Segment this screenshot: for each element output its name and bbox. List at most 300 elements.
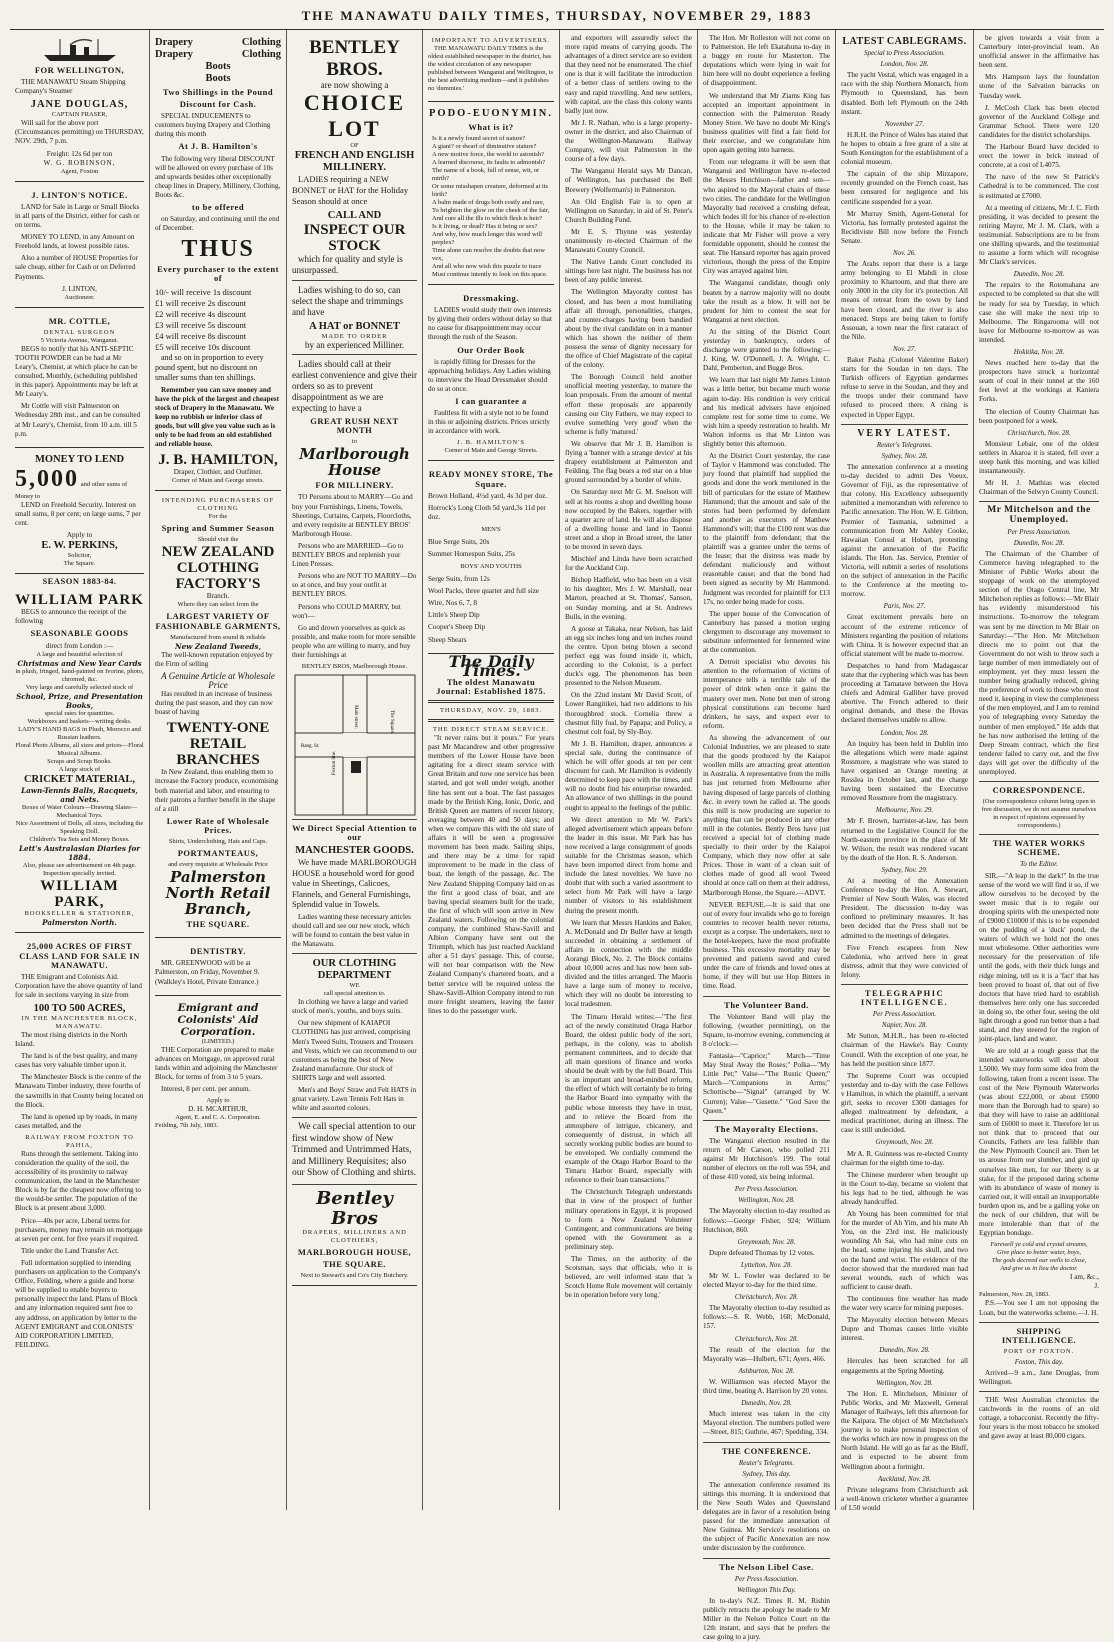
- ad-highlight: Christmas and New Year Cards: [17, 658, 142, 668]
- poem: [428, 135, 554, 279]
- ad-text: Ladies should call at their earliest convenience and give their orders so as to prevent disappointment as we are expecting to have a: [292, 359, 417, 414]
- ad-heading: Our Order Book: [457, 344, 525, 355]
- notice-text: (Our correspondence column being open to free discussion, we do not assume ourselves in respect of opinions expressed by correspondents.): [981, 798, 1097, 830]
- poem-line: A new motive force, the world to astonish?: [432, 151, 544, 159]
- news-paragraph: Great excitement prevails here on account of the extreme reticence of Ministers regarding the position of relations with China. It is however expected that an official statement will be made to-morrow.: [841, 613, 968, 658]
- ad-title: FOR WELLINGTON,: [34, 65, 125, 75]
- editorial-title: THE DIRECT STEAM SERVICE.: [432, 726, 550, 733]
- map-label-main: Main street.: [352, 705, 358, 729]
- price-item: Sheep Shears: [428, 635, 467, 644]
- news-paragraph: Mr Sutton, M.H.R., has been re-elected chairman of the Hawke's Bay County Council. With the exception of one year, he has held the position since 1877.: [841, 1032, 968, 1068]
- dateline: Per Press Association.: [872, 1010, 937, 1019]
- dateline: Paris, Nov. 27.: [883, 602, 926, 611]
- dateline: Wellington, Nov. 28.: [876, 1378, 933, 1387]
- agent-role: Agent, E. and C. A. Corporation.: [175, 1114, 261, 1122]
- ad-text: INTENDING PURCHASERS OF CLOTHING: [161, 497, 275, 513]
- ad-word: Drapery: [155, 37, 193, 48]
- news-paragraph: Arrived—9 a.m., Jane Douglas, from Wellington.: [979, 1368, 1099, 1386]
- dateline: Reuter's Telegrams.: [738, 1458, 795, 1467]
- ad-text: MR. GREENWOOD will be at Palmerston, on Friday, November 9. (Walkley's Hotel, Private Entrance.): [155, 959, 260, 986]
- agent-name: W. G. ROBINSON,: [43, 158, 116, 167]
- ad-text: Title under the Land Transfer Act.: [21, 1246, 119, 1255]
- price-item: Wire, Nos 6, 7, 8: [428, 599, 478, 608]
- paper-tagline: The oldest Manawatu Journal: Established 1875.: [436, 676, 546, 696]
- ad-acres: [15, 936, 144, 1357]
- ad-text: Ladies wishing to do so, can select the shape and trimmings and have: [292, 285, 403, 318]
- ad-text: We call special attention to our first window show of New Trimmed and Untrimmed Hats, and Millinery Requisites; also our Show of Clothing and shirts.: [292, 1122, 417, 1179]
- ad-title: Dressmaking.: [463, 293, 519, 304]
- signature-role: Auctioneer.: [64, 293, 95, 301]
- ad-heading: BOYS' AND YOUTHS: [460, 563, 522, 571]
- ad-text: Faultless fit with a style not to be found in this or adjoining districts. Prices strictly in accordance with work.: [428, 409, 550, 436]
- ad-subtitle: RAILWAY FROM FOXTON TO PAHIA,: [25, 1133, 134, 1149]
- news-paragraph: The Timaru Herald writes:—"The first act of the newly constituted Oraga Harbor Board, the oldest public body of the sort, perhaps, in the colony, was to abolish permanent committees, and to decide that all main questions of finance and works should be dealt with by the full Board. This is an important and broad-minded reform, the effect of which will certainly be to bring the Harbor Board into sympathy with the public whose interests they have in trust, and to relieve the Board from the atmosphere of intrigue, chicanery, and consequently of distrust, in which all secretly working public bodies are bound to be enveloped. We cordially commend the example of the Otago Harbor Board to the Timaru Harbor Board, especially with reference to their loan transactions.": [565, 1012, 692, 1185]
- letter-postscript: P.S.—You see I am not opposing the Loan, but the waterworks scheme.—J. H.: [979, 1299, 1099, 1317]
- news-paragraph: Mr A. R. Guinness was re-elected County chairman for the eighth time to-day.: [841, 1149, 968, 1167]
- ad-text: DRAPERS, MILLINERS AND CLOTHIERS,: [302, 1228, 407, 1244]
- map-label-rang: Rang. St.: [300, 744, 319, 750]
- dateline: Sydney, Nov. 28.: [881, 451, 928, 460]
- ad-heading: What is it?: [468, 122, 514, 132]
- dateline: Christchurch, Nov. 28.: [734, 1334, 799, 1343]
- section-title: VERY LATEST.: [857, 427, 952, 439]
- news-paragraph: A goose at Takaka, near Nelson, has laid an egg six inches long and ten inches round the centre. Upon being blown a second perfect egg was found inside it, which, according to the Colonist, is a perfect duck's egg. The phenomenon has been presented to the Nelson Museum.: [565, 624, 692, 688]
- poem-line: A balm made of drugs both costly and rare,: [432, 199, 545, 207]
- section-title: The Nelson Libel Case.: [719, 1561, 814, 1572]
- map-label-square: The Square.: [388, 710, 394, 735]
- discount-item: £5 will receive 10s discount: [155, 341, 251, 352]
- news-paragraph: Mr J. R. Nathan, who is a large property-owner in the district, and also Chairman of the Wellington-Manawatu Railway Company, will visit Palmerston in the course of a few days.: [565, 118, 692, 164]
- ad-text: Nice Assortment of Dolls, all sizes, including the Speaking Doll.: [15, 820, 144, 836]
- section-title: SHIPPING INTELLIGENCE.: [1001, 1325, 1077, 1345]
- dateline: Christchurch, Nov. 28.: [734, 1293, 799, 1302]
- ad-text: Our new shipment of KAIAPOI CLOTHING has just arrived, comprising Men's Tweed Suits, Trousers and Trousers and Vests, which we can recommend to our customers as being the best of New Zealand manufacture. Our stock of SHIRTS large and well assorted.: [292, 1019, 417, 1082]
- discount-item: 10/- will receive 1s discount: [155, 286, 252, 297]
- ad-heading: Two Shillings in the Pound: [162, 87, 274, 97]
- ad-dentistry: [155, 941, 281, 995]
- poem-line: A learned discourse, its faults to admonish?: [432, 159, 546, 167]
- ad-heading: A HAT or BONNET: [309, 321, 400, 333]
- ad-text: WE: [349, 982, 360, 990]
- ad-cottle: [15, 311, 144, 448]
- news-paragraph: Bishop Hadfield, who has been on a visit to his daughter, Mrs J. W. Marshall, near Marton, preached at St. Thomas', Sanson, on Sunday morning, and at St. Andrews Bulls, in the evening.: [565, 576, 692, 621]
- ad-heading: to be offered: [191, 202, 245, 213]
- ad-text: (LIMITED.): [201, 1037, 235, 1045]
- dateline: Lyttelton, Nov. 28.: [740, 1260, 793, 1269]
- proprietor-name: WILLIAM PARK,: [40, 878, 119, 911]
- dateline: Reuter's Telegrams.: [876, 440, 933, 449]
- price-item: Cooper's Sheep Dip: [428, 623, 486, 632]
- ad-title: Marlborough House: [299, 445, 410, 480]
- address: 5 Victoria Avenue, Wanganui.: [40, 336, 119, 344]
- ad-text: Runs through the settlement. Taking into consideration the quality of the soil, the accessibility of its proximity to railway communication, the land in the Manchester Block is by far the cheapest now offering to the would-be settler. The population of the Block is at present about 3,000.: [15, 1149, 142, 1213]
- news-paragraph: The Wellington Mayoralty contest has closed, and has been a most humiliating affair all through, personalities, charges, and counter-charges having been bandied about by the rival candidate on in a manner which has shown the neither of them possess the sense of dignity necessary for the office of Chief Magistrate of the capital of the colony.: [565, 288, 692, 370]
- poem-line: Is it a newly found secret of nature?: [432, 135, 526, 143]
- ad-heading: MEN'S: [481, 525, 501, 533]
- ad-text: Next to Stewart's and Co's City Butchery.: [300, 1271, 409, 1279]
- verse: [979, 1241, 1099, 1273]
- dateline: November 27.: [884, 119, 925, 128]
- ad-text: The land is of the best quality, and many cases has very valuable timber upon it.: [15, 1052, 138, 1070]
- ad-signature: BENTLEY BROS, Marlborough House.: [301, 663, 408, 671]
- ad-word: Clothing: [241, 37, 281, 48]
- news-paragraph: Mischief and Linda have been scratched for the Auckland Cup.: [565, 555, 692, 573]
- ad-text: The well-known reputation enjoyed by the Firm of selling: [155, 650, 273, 668]
- ad-highlight: A Genuine Article at Wholesale Price: [161, 670, 275, 690]
- ad-text: TO Persons about to MARRY—Go and buy your Furnishings, Linens, Towels, Sheetings, Curtains, Carpets, Floorcloths, and every requisite at BENTLEY BROS' Marlborough House.: [292, 493, 413, 538]
- ad-title: J. LINTON'S NOTICE.: [31, 189, 128, 200]
- news-paragraph: Dupre defeated Thomas by 12 votes.: [709, 1248, 815, 1257]
- ad-text: A large stock of: [58, 765, 101, 773]
- news-paragraph: The Chinese murderer when brought up in the Court to-day, became so violent that his legs had to be tied, although he was already handcuffed.: [841, 1170, 968, 1206]
- ad-word: Boots: [205, 73, 231, 84]
- ad-bentley-bros: [292, 34, 417, 1286]
- news-paragraph: We learn that last night Mr James Linton was a little better, but became much worse again to-day. His condition is very critical and his medical advisers have enjoined complete rest for some time to come. We wish him a speedy restoration to health. Mr Walton informs us that Mr Linton was slightly better this afternoon.: [703, 376, 830, 449]
- ad-podo: [428, 105, 554, 285]
- news-paragraph: The Volunteer Band will play the following, (weather permitting), on the Square, to-morrow evening, commencing at 8 o'clock:—: [703, 1012, 830, 1048]
- section-title: THE CONFERENCE.: [721, 1445, 812, 1456]
- captain: CAPTAIN FRASER,: [51, 111, 108, 119]
- ad-text: Shirts, Underclothing, Hats and Caps.: [168, 838, 268, 846]
- dateline: Nov. 26.: [892, 248, 916, 257]
- news-paragraph: Mr E. S. Thynne was yesterday unanimously re-elected Chairman of the Manawatu County Council.: [565, 227, 692, 255]
- map-label-foxton: Foxton line.: [331, 750, 337, 776]
- discount-list: [155, 287, 281, 353]
- ad-text: Branch.: [206, 592, 230, 601]
- news-paragraph: Mr H. J. Mathias was elected Chairman of the Selwyn County Council.: [979, 479, 1099, 497]
- column-5: [560, 30, 698, 1510]
- proprietor-role: Draper, Clothier, and Outfitter.: [173, 468, 263, 477]
- ad-highlight: CRICKET MATERIAL,: [23, 773, 136, 785]
- news-paragraph: The Borough Council held another unofficial meeting yesterday, to mature the loan proposals. From the amount of mental effort these proposals are apparently causing our City Fathers, we may expect to evolve something 'very good' when the scheme is fully 'matured.': [565, 373, 692, 436]
- news-paragraph: and exporters will assuredly select the more rapid means of carrying goods. The advantages of a direct service are so evident that they need not be enumerated. The chief one is that it will facilitate the introduction of a better class of settlers owing to the easy and rapid travelling. And new settlers, with capital, are the class this colony wants badly just now.: [565, 34, 692, 115]
- news-paragraph: The Wanganui Herald says Mr Dancan, of Wellington, has purchased the Bell Brewery (Wolferman's) in Palmerston.: [565, 167, 692, 194]
- ad-heading: Spring and Summer Season: [161, 523, 275, 534]
- ad-text: Also, please see advertisement on 4th page.: [22, 862, 137, 870]
- discount-item: £2 will receive 4s discount: [155, 308, 247, 319]
- section-title: TELEGRAPHIC INTELLIGENCE.: [860, 988, 949, 1008]
- verse-line: Give place to better water, boys,: [997, 1249, 1081, 1257]
- freight: Freight: 12s 6d per ton: [46, 149, 113, 158]
- ad-word: Drapery: [155, 49, 193, 60]
- news-paragraph: From our telegrams it will be seen that Wanganui and Wellington have re-elected the Messrs Hutchison—father and son—who aspired to the Mayoral chairs of these two cities. The candidate for the Wellington Mayoralty had received a crushing defeat, which bodes ill for his chance of re-election to the House, while it may be taken to indicate that Mr Fisher will prove a very formidable opponent, should he contest the seat. The Hansard reporter has again proved victorious, though the press of the Empire City was arrayed against him.: [703, 158, 830, 276]
- letter-signoff: I am, &c.,: [1070, 1273, 1099, 1282]
- ad-text: Inspection specially invited.: [42, 870, 117, 878]
- ad-title: CHOICE LOT: [303, 90, 406, 142]
- ad-text: BEGS to notify that his ANTI-SEPTIC TOOTH POWDER can be had at Mr Leary's, Chemist, at which place he can be consulted, Monthly, (scheduling published in this paper). Appointments may be left at Mr Leary's.: [15, 344, 138, 399]
- ad-signature: J. B. HAMILTON'S: [456, 439, 526, 447]
- news-paragraph: Baker Pasha (Colonel Valentine Baker) starts for the Soudan in ten days. The Turkish officers of Egyptian gendarmes refuse to serve in the Soudan, and they and the troops under their command have refused to proceed there. A rising is expected in Upper Egypt.: [841, 356, 968, 419]
- letter-paragraph: SIR,—"A leap in the dark!" In the true sense of the word we will find it so, if we allow ourselves to be decoyed by the sweet music that is to regale our drooping spirits with the unexpected note of £9000 £10000 if this is to be expended on the pudding of a 'duck' pond, the waters of which we hold not the ones most wholesome. Other authorities were necessary for the preservation of life until the gods, with their thick lungs and ridge mining, tell us it is a 'fact' that has been proved to boast of, that out of five doctors that have tried hard to establish themselves here only one has succeeded in doing so, the other four, seeing the old light through a good run better than a bad stand, and they steered for the region of joint-place, land and water.: [979, 871, 1099, 1044]
- dateline: Dunedin, Nov. 28.: [1013, 538, 1065, 547]
- news-paragraph: J. McCosh Clark has been elected governor of the Auckland College and Grammar School. There were 120 candidates for the district scholarships.: [979, 103, 1099, 139]
- ad-william-park: [15, 589, 144, 933]
- ad-text: direct from London :—: [45, 641, 114, 650]
- ad-text: are now showing a: [320, 80, 389, 90]
- ad-heading: THE SQUARE.: [322, 1258, 387, 1269]
- poem-line: And cure all the ills to which flesh is heir?: [432, 215, 543, 223]
- ad-text: Has resulted in an increase of business during the past season, and they can now boast of having: [155, 690, 273, 717]
- ad-text: Mr Cottle will visit Palmerston on Wednesday 28th inst., and can be consulted at Mr Leary's, Chemist, from 10 a.m. till 5 p.m.: [15, 402, 141, 438]
- news-paragraph: H.R.H. the Prince of Wales has stated that he hopes to obtain a free grant of a site at South Kensington for the establishment of a colonial museum.: [841, 130, 968, 167]
- dateline: London, Nov. 28.: [880, 728, 929, 737]
- vessel-name: JANE DOUGLAS,: [30, 99, 129, 111]
- ad-text: is rapidly filling for Dresses for the approaching holidays. Any Ladies wishing to interview the Head Dressmaker should do so at once.: [428, 357, 551, 393]
- ad-text: The Manchester Block is the centre of the Manawatu Timber industry, three fourths of the sawmills in that County being located on the Block.: [15, 1073, 144, 1109]
- news-paragraph: The continuous fine weather has made the water very scarce for mining purposes.: [841, 1294, 968, 1312]
- proprietor-role: BOOKSELLER & STATIONER,: [24, 910, 135, 918]
- dateline: Greymouth, Nov. 28.: [737, 1237, 796, 1246]
- ad-title: PODO-EUONYMIN.: [429, 108, 553, 119]
- price-item: Horrock's Long Cloth 5d yard,3s 11d per doz.: [428, 503, 546, 521]
- ad-heading: We Direct Special Attention to our: [292, 823, 417, 843]
- ad-text: Persons who COULD MARRY, but won't—: [292, 602, 401, 620]
- poem-line: A giant? or dwarf of diminutive stature?: [432, 143, 537, 151]
- ad-highlight: Lawn-Tennis Balls, Racquets, and Nets.: [21, 785, 138, 805]
- masthead: THE MANAWATU DAILY TIMES, THURSDAY, NOVEMBER 29, 1883: [10, 8, 1104, 30]
- ad-title: WILLIAM PARK: [15, 592, 144, 609]
- solicitor-role: Solicitor,: [67, 552, 92, 560]
- dateline: Dunedin, Nov. 28.: [741, 1399, 792, 1408]
- ad-text: MADE TO ORDER: [321, 333, 388, 341]
- ad-ready-money: [428, 464, 554, 653]
- dateline: Ashburton, Nov. 28.: [738, 1366, 795, 1375]
- ad-text: to: [351, 438, 358, 446]
- ad-heading: PORTMANTEAUS,: [177, 848, 259, 859]
- news-paragraph: The annexation conference resumed its sittings this morning. It is understood that the New South Wales and Queensland delegates are in favor of a resolution being passed for the immediate annexation of New Guinea. Mr Service's resolutions on the subject of Pacific Annexation are now under discussion by the conference.: [703, 1480, 830, 1553]
- news-paragraph: On Saturday next Mr G. M. Snelson will sell at his rooms a shop and dwelling house now occupied by the Bakers, together with a quarter acre of land. He will also dispose of a dwelling house and land in Taonui street and a shop in Broad street, the latter to be moved in seven days.: [565, 488, 692, 551]
- dateline: Per Press Association.: [1007, 527, 1071, 536]
- news-paragraph: Fantasia—"Caprice;" March—"Time May Steal Away the Roses;" Polka—"My Little Pet;" Valse—"The Rustic Queen;" March—"Companions in Arms;" Schottische—"Signal" (arranged by W. Curren); Valse—"Gusette." "God Save the Queen.": [703, 1052, 830, 1115]
- ad-text: Go and drown yourselves as quick as possible, and make room for more sensible people who are willing to marry, and buy their furnishings at: [292, 623, 416, 659]
- ad-highlight: Lett's Australasian Diaries for 1884.: [18, 844, 141, 863]
- ad-text: Full information supplied to intending purchasers on application to the Company's Office, Feilding, where a guide and horse will be supplied to enable buyers to personally inspect the land. Plans of Block and any information required sent free to any address, on application by letter to the AGENT EMIGRANT and COLONISTS' AID CORPORATION LIMITED, FEILDING.: [15, 1258, 141, 1349]
- notice-title: IMPORTANT TO ADVERTISERS.: [431, 37, 551, 44]
- ad-highlight: New Zealand Tweeds,: [175, 641, 261, 651]
- news-paragraph: The nave of the new St Patrick's Cathedral is to be commenced. The cost is estimated at £7000.: [979, 173, 1099, 200]
- season-heading: SEASON 1883-84.: [42, 576, 117, 587]
- ad-text: Where they can select from the: [177, 601, 259, 609]
- proprietor-place: Palmerston North.: [42, 918, 117, 928]
- ad-text: Price—40s per acre, Liberal terms for purchasers, money may remain on mortgage at seven per cent. for five years if required.: [15, 1216, 143, 1243]
- ad-text: LEND on Freehold Security. Interest on small sums, 8 per cent; on large sums, 7 per cent.: [15, 500, 141, 527]
- verse-line: The gods decreed our wells to close,: [991, 1257, 1087, 1265]
- letter-place: Palmerston, Nov. 28, 1883.: [979, 1291, 1050, 1299]
- ad-text: and every requisite at Wholesale Price: [168, 861, 268, 869]
- news-paragraph: The Native Lands Court concluded its sittings here last night. The business has not been of any public interest.: [565, 258, 692, 285]
- column-6: [698, 30, 836, 1642]
- dateline: Napier, Nov. 28.: [881, 1021, 928, 1030]
- ad-text: in plush, fringed, hand-painted on Ivorine, photo, chromed, &c.: [15, 667, 144, 683]
- dateline: London, Nov. 28.: [880, 60, 929, 69]
- news-paragraph: The upper house of the Convocation of Canterbury has passed a motion urging clergymen to discourage any movement to substitute unfermented for fermented wine at the communion.: [703, 609, 830, 655]
- ad-text: SPECIAL INDUCEMENTS to customers buying Drapery and Clothing during this month: [155, 112, 271, 139]
- news-paragraph: The Christchurch Telegraph understands that in view of the prospect of further military operations in Egypt, it is proposed to form a New Zealand Volunteer Contingent, and communications are being opened with the Government as a preliminary step.: [565, 1188, 692, 1251]
- ad-heading: FOR MILLINERY.: [315, 480, 394, 491]
- ad-text: LADIES requiring a NEW BONNET or HAT for the Holiday Season should at once: [292, 174, 409, 207]
- street-map: [295, 675, 415, 815]
- news-paragraph: The Mayoralty election between Messrs Dupre and Thomas causes little visible interest.: [841, 1316, 968, 1343]
- news-paragraph: We learn that Messrs Hankins and Baker, A. McDonald and Dr Buller have at length succeeded in obtaining a settlement of affairs in connection with the middle Aorangi Block, No. 2. The Block contains about 10,000 acres and has now been sub-divided and the titles arranged. The Maoris have a large sum of money to receive, which they will no doubt be interesting to local tradesmen.: [565, 918, 692, 1009]
- section-title: CORRESPONDENCE.: [992, 785, 1086, 796]
- poem-line: Time alone can resolve the doubts that now vex,: [432, 247, 545, 263]
- ad-title: DENTISTRY.: [190, 946, 246, 957]
- discount-item: £1 will receive 2s discount: [155, 297, 247, 308]
- ad-text: BEGS to announce the receipt of the following: [15, 608, 127, 626]
- ad-nz-clothing: [155, 494, 281, 938]
- ad-text: A large and beautiful selection of: [36, 650, 123, 658]
- news-paragraph: The Hon. Mr Rolleston will not come on to Palmerston. He left Ekatahuna to-day in a buggy en route for Masterton. The deputations which were lying in wait for him here will no doubt experience a feeling of disappointment.: [703, 34, 830, 88]
- news-paragraph: At the District Court yesterday, the case of Taylor v Hammond was concluded. The jury found that plaintiff had supplied the goods and done the work mentioned in the bill of particulars for the estate of Matthew Hammond; that the amount and sale of the stores had been performed by defendant and another as executors of Matthew Hammond's will; that the £100 rent was due to the plaintiff from defendant; that the plaintiff was a grantee under the terms of the lease; that the distress was made by defendant maliciously and without reasonable cause; and that the bond had been signed as security by Mr Hammond. Judgment was recorded for plaintiff for £13 17s, no order being made for costs.: [703, 452, 830, 606]
- news-paragraph: An Old English Fair is to open at Wellington on Saturday, in aid of St. Peter's Church Building Fund.: [565, 197, 692, 224]
- poem-line: Must continue intently to look on this space.: [432, 271, 548, 279]
- news-paragraph: W. Williamson was elected Mayor the third time, beating A. Harrison by 20 votes.: [703, 1377, 830, 1396]
- ad-text: Will sail for the above port (Circumstances permitting) on THURSDAY, NOV. 29th, 7 p.m.: [15, 119, 144, 146]
- section-title: Mr Mitchelson and the Unemployed.: [987, 505, 1091, 525]
- news-paragraph: Mr F. Brown, barrister-at-law, has been returned to the Legislative Council for the North-eastern province in the place of Mr W. Wilson, the result was rendered vacant by the death of the Hon. R. S. Anderson.: [841, 817, 968, 862]
- news-paragraph: At the sitting of the District Court yesterday in bankruptcy, orders of discharge were granted to the following:—J. King, W. O'Donnell, J. A. Wright, C. Dahl, Pemberton, and Bugge Bros.: [703, 327, 830, 373]
- dateline: Greymouth, Nov. 28.: [875, 1138, 934, 1147]
- news-paragraph: At a meeting of citizens, Mr J. C. Firth presiding, it was decided to present the retiring Mayor, Mr J. M. Clark, with a testimonial. Subscriptions are to be from one shilling upwards, and the testimonial to assume a form which will recognise Mr Clark's services.: [979, 203, 1099, 267]
- ad-subtitle: SEASONABLE GOODS: [30, 628, 129, 639]
- news-paragraph: Mrs Hampson lays the foundation stone of the Salvation barracks on Tuesday week.: [979, 73, 1099, 100]
- verse-line: Farewell ye cold and crystal streams,: [990, 1241, 1088, 1249]
- proprietor-address: Corner of Main and George streets.: [172, 477, 264, 485]
- news-paragraph: The Hon. E. Mitchelson, Minister of Public Works, and Mr Maxwell, General Manager of Railways, left this afternoon for the Kaipara. The object of Mr Mitchelson's journey is to make personal inspection of the works which are now in progress on the North Island. He will go as far as the Bluff, and is expected to be absent from Wellington about a fortnight.: [841, 1389, 968, 1471]
- ad-thus: THUS: [181, 236, 255, 263]
- ad-word: Clothing: [241, 49, 281, 60]
- signature: J. LINTON,: [62, 284, 97, 293]
- news-paragraph: NEVER REFUSE.—It is said that one out of every four invalids who go to foreign countries to recover health never returns, except as a corpse. The undertakers, next to the hotel-keepers, have the most profitable business. This excessive mortality may be prevented and patients saved and cured under the care of friends and loved ones at home, if they will but use Hop Bitters in time. Read.: [703, 900, 830, 991]
- dateline: Dunedin, Nov. 28.: [1013, 270, 1065, 279]
- ad-heading: Lower Rate of Wholesale Prices.: [166, 815, 270, 835]
- ad-date: Feilding, 7th July, 1883.: [155, 1122, 219, 1130]
- ad-linton: [15, 185, 144, 308]
- notice-advertisers: [428, 34, 554, 102]
- dateline: Melbourne, Nov. 29.: [875, 806, 934, 815]
- news-paragraph: The Harbour Board have decided to erect the tower in brick instead of concrete, at a cost of L4075.: [979, 143, 1099, 170]
- dateline: Per Press Association.: [734, 1185, 799, 1194]
- ad-text: THE MANAWATU Steam Shipping Company's Steamer: [15, 78, 126, 96]
- news-paragraph: The Arabs report that there is a large army belonging to El Mahdi in close proximity to Khartoum, and that there are only 3000 in the city for it's protection. All means of retreat from the town by land have been closed, and the river is also menaced. Steps are being taken to fortify Assouan, a town near the first cataract of the Nile.: [841, 260, 968, 341]
- ad-title: Bentley Bros: [316, 1187, 393, 1229]
- ad-text: The land is opened up by roads, in many cases metalled, and the: [15, 1112, 138, 1130]
- news-paragraph: The election of County Chairman has been postponed for a week.: [979, 407, 1099, 425]
- ad-heading: FRENCH AND ENGLISH MILLINERY.: [294, 150, 415, 174]
- section-subtitle: PORT OF FOXTON.: [1003, 1347, 1075, 1355]
- steamship-icon: [40, 37, 120, 63]
- news-paragraph: Hercules has been scratched for all engagements at the Spring Meeting.: [841, 1357, 968, 1375]
- ad-subtitle: IN THE MANCHESTER BLOCK, MANAWATU.: [21, 1014, 138, 1030]
- ad-word: Boots: [205, 61, 231, 72]
- ad-heading: MARLBOROUGH HOUSE,: [297, 1246, 412, 1257]
- ad-text: and so on in proportion to every pound spent, but no discount on smaller sums than ten shillings.: [155, 352, 264, 382]
- news-paragraph: Monsieur Lebair, one of the oldest settlers in Akaroa it is stated, fell over a steep bank this morning, and was killed instantaneously.: [979, 439, 1099, 476]
- ad-title: 25,000 ACRES OF FIRST CLASS LAND FOR SALE IN MANAWATU.: [19, 941, 140, 970]
- ad-text: OF: [350, 142, 359, 150]
- section-title: LATEST CABLEGRAMS.: [842, 36, 967, 47]
- amount-note: and other sums of Money to: [15, 480, 128, 500]
- dateline: Special to Press Association.: [864, 49, 945, 58]
- ad-heading: Every purchaser to the extent of: [157, 264, 279, 284]
- poem-line: Is it living, or dead? Has it being or sex?: [432, 223, 538, 231]
- news-paragraph: On the 22nd instant Mr David Scott, of Lower Rangitikei, had two additions to his thoroughbred stock. Cornelia threw a chestnut filly foal, by Papapa; and Policy, a chestnut colt foal, by Sly-Boy.: [565, 691, 692, 736]
- ad-text: Workboxes and baskets—writing desks.: [27, 717, 132, 725]
- ad-text: THE Corporation are prepared to make advances on Mortgage, on approved rural lands within and adjoining the Manchester Block, for terms of from 3 to 5 years.: [155, 1045, 278, 1081]
- ad-title: TWENTY-ONE RETAIL BRANCHES: [166, 720, 270, 769]
- ad-text: Interest, 8 per cent. per annum.: [161, 1084, 251, 1093]
- ad-text: We have made MARLBOROUGH HOUSE a household word for good value in Sheetings, Calicoes, Flannels, and General Furnishings, Splendid value in Towels.: [292, 857, 417, 910]
- news-paragraph: We direct attention to Mr W. Park's alleged advertisement which appears before the leader in this issue. Mr Park has has now received a large consignment of goods suitable for the Christmas season, which have been imported direct from home and include the latest novelties. We have no doubt that with such a varied assortment to select from Mr Park will have a large number of visitors to his establishment during the present month.: [565, 815, 692, 915]
- dateline: Wellington This Day.: [737, 1585, 796, 1594]
- column-7: [836, 30, 974, 1510]
- ad-text: The most rising districts in the North Island.: [15, 1030, 128, 1049]
- dateline: Dunedin, Nov. 28.: [879, 1346, 930, 1355]
- ad-heading: I can guarantee a: [455, 396, 527, 407]
- paper-nameplate: The Daily Times.: [448, 651, 534, 680]
- news-paragraph: In to-day's N.Z. Times R. M. Rishin publicly retracts the apology he made to Mr Miller in the Nelson Police Court on the 12th instant, and says that he prefers the case going to a jury.: [703, 1596, 830, 1642]
- news-paragraph: The repairs to the Rotomahana are expected to be completed so that she will be ready for sea by Tuesday, in which case she will make the next trip to Melbourne. The Ringarooma will not leave for Melbourne to-morrow as was intended.: [979, 281, 1099, 344]
- ad-text: Should visit the: [197, 536, 239, 544]
- ad-text: The following very liberal DISCOUNT will be allowed on every purchase of 10s and upwards besides other exceptionally cheap lines in Drapery, Millinery, Clothing, Boots &c.: [155, 154, 281, 199]
- column-8: [974, 30, 1104, 1510]
- news-paragraph: Mr W. L. Fowler was declared to be elected Mayor to-day for the third time.: [703, 1272, 830, 1290]
- solicitor-place: The Square.: [63, 560, 96, 568]
- verse-line: And give us in lieu the doctor.: [1000, 1265, 1078, 1273]
- news-paragraph: Mr Murray Smith, Agent-General for Victoria, has formally protested against the Recidiviste Bill now before the French Senate.: [841, 209, 968, 245]
- solicitor-name: E. W. PERKINS,: [41, 540, 118, 552]
- dateline: Sydney, Nov. 29.: [881, 865, 928, 874]
- price-item: Brown Holland, 4½d yard, 4s 3d per doz.: [428, 491, 548, 500]
- ad-text: In clothing we have a large and varied stock of men's, youths, and boys suits.: [292, 998, 408, 1016]
- news-paragraph: As showing the advancement of our Colonial Industries, we are pleased to state that the goods produced by the Kaiapoi woollen mills are attracting great attention in Australia. A representative from the mills has just returned from Melbourne after having disposed of large parcels of clothing &c. in every town he called at. The goods this mill is now producing are superior to anything that can be produced in any other mill in the colonies. Bently Bros have just received a special lot of clothing made specially to their order by the Kaiapoi Company, which they now offer at sale Prices. Those in want of a clean suit of clothes made of good all wool Tweed should at once call on them at their address, Marlborough House, the Square.—ADVT.: [703, 733, 830, 897]
- ad-text: Very large and carefully selected stock of: [25, 683, 134, 691]
- ad-text: THE Emigrant and Colonists Aid. Corporation have the above quantity of land for sale in sections varying in size from: [15, 972, 142, 999]
- ad-text: Persons who are MARRIED—Go to BENTLEY BROS and replenish your Linen Presses.: [292, 541, 404, 569]
- ad-heading: Discount for Cash.: [179, 99, 257, 110]
- discount-item: £4 will receive 8s discount: [155, 330, 247, 341]
- ad-text: Remember you can save money and have the pick of the largest and cheapest stock of Drapery in the Manawatu. We keep no rubbish or inferior class of goods, but will give you value such as is only to be had from an old established and reliable house.: [155, 385, 279, 449]
- letter-paragraph: We are told at a rough guess that the intended waterworks will cost about L5000. We may form some idea from the following, taken from a recent issue. The cost of the New Plymouth Waterworks (was about £22,000, or about £5000 more than the Borough had to spare) so that they will have to raise an additional sum of £6000 to meet it. Therefore let us not think that to proceed that our Councils, Fathers are less fallible than the New Plymouth Council are. Then let us arouse from our slumber, and gird up ourselves like men, for our liberty is at stake, for if the proposed daring scheme with its abundance of waste of money is carried out, it will entail an insupportable burden upon us, and be a galling yoke on the neck of our children, that will be more intolerable than that of the Egyptian bondage.: [979, 1047, 1099, 1238]
- columns: [10, 30, 1104, 1642]
- ad-text: Ladies wanting these necessary articles should call and see our new stock, which will be found to contain the best value in the Manawatu.: [292, 912, 411, 949]
- ad-text: Men's and Boys' Straw and Felt HATS in great variety. Lawn Tennis Felt Hats in white and assorted colours.: [292, 1085, 417, 1113]
- ad-text: Floral Photo Albums, all sizes and prices—Floral Musical Albums.: [15, 741, 144, 757]
- ad-text: For the: [208, 513, 228, 521]
- column-3: [287, 30, 423, 1510]
- column-4: [423, 30, 560, 1510]
- dateline: Nov. 27.: [892, 344, 916, 353]
- ad-text: Children's Tea Sets and Money Boxes.: [29, 836, 130, 844]
- price-item: Serge Suits, from 12s: [428, 575, 490, 584]
- ad-title: OUR CLOTHING DEPARTMENT: [312, 958, 397, 982]
- dateline: Per Press Association.: [734, 1574, 799, 1583]
- ad-text: LADIES would study their own interests by giving their orders without delay so that no cause for disappointment may occur through the rush of the Season.: [428, 306, 552, 342]
- dateline: Hokitika, Nov. 28.: [1013, 348, 1065, 356]
- ad-heading: At J. B. Hamilton's: [178, 141, 258, 152]
- news-paragraph: At a meeting of the Annexation Conference to-day the Hon. A. Stewart, Premier of New South Wales, was elected President. The discussion to-day was confined to preliminary measures. It has been decided that the Press shall not be admitted to the meetings of delegates.: [841, 876, 968, 940]
- news-paragraph: An inquiry has been held in Dublin into the allegations which were made against Rossmore, a magistrate who was stated to have organised an Orange meeting at Rosslea in October last, and the charge having been sustained the Executive removed Rossmore from the magistracy.: [841, 739, 968, 803]
- ad-heading: GREAT RUSH NEXT MONTH: [310, 416, 399, 436]
- ad-title: Emigrant and Colonists' Aid Corporation.: [177, 1001, 259, 1038]
- ad-text: on Saturday, and continuing until the end of December.: [155, 215, 280, 233]
- ad-text: Scraps and Scrap Books.: [47, 757, 112, 765]
- news-paragraph: Despatches to hand from Madagascar state that the cyphering which was has been proceeding at Tamatave between the Hova chiefs and Admiral Galliber have proved abortive. The French adhered to their original demands, and these the Hovas declared themselves unable to allow.: [841, 661, 968, 725]
- ad-text: Apply to: [206, 1097, 230, 1105]
- ad-text: Boxes of Water Colours—Drawing Slates—Mechanical Toys.: [21, 804, 138, 820]
- news-paragraph: The Wanganui candidate, though only beaten by a narrow majority will no doubt take the result as a blow. It will not be prudent for him to contest the seat for Wanganui at next election.: [703, 279, 830, 324]
- ad-emigrant-corp: [155, 999, 281, 1136]
